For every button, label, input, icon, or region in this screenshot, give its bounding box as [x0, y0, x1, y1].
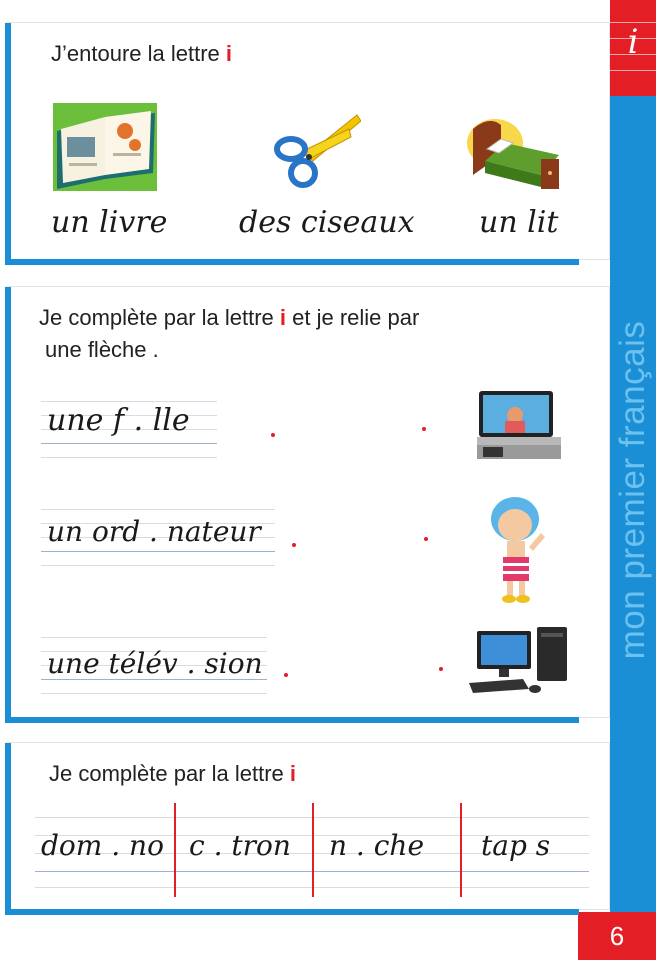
instruction-2-line2: une flèche .: [45, 337, 159, 362]
book-icon: [49, 101, 161, 193]
link-dot[interactable]: [271, 433, 275, 437]
girl-icon: [487, 497, 547, 605]
word-tapis: tap s: [481, 829, 551, 862]
computer-icon: [467, 627, 573, 697]
word-niche: n . che: [329, 829, 425, 862]
exercise-circle-letter: [6, 22, 610, 260]
instruction-3: Je complète par la lettre i: [49, 761, 297, 786]
link-dot[interactable]: [292, 543, 296, 547]
exercise-complete-and-link: [6, 286, 610, 718]
link-dot[interactable]: [439, 667, 443, 671]
link-dot[interactable]: [284, 673, 288, 677]
word-citron: c . tron: [189, 829, 291, 862]
bed-icon: [465, 115, 563, 191]
instruction-2: Je complète par la lettre i et je relie par: [39, 305, 420, 330]
link-dot[interactable]: [422, 427, 426, 431]
page-number: 6: [578, 912, 656, 960]
word-domino: dom . no: [41, 829, 164, 862]
link-dot[interactable]: [424, 537, 428, 541]
word-ciseaux: des ciseaux: [239, 205, 415, 240]
television-icon: [471, 391, 565, 463]
book-title: mon premier français: [613, 320, 652, 660]
instruction-1: J’entoure la lettre i: [51, 41, 232, 66]
word-lit: un lit: [479, 205, 559, 240]
word-fille: une f . lle: [47, 403, 190, 438]
word-livre: un livre: [51, 205, 168, 240]
word-television: une télév . sion: [47, 647, 263, 680]
scissors-icon: [273, 111, 361, 191]
word-ordinateur: un ord . nateur: [47, 515, 261, 548]
side-letter: i: [627, 22, 639, 62]
exercise-complete-letter: [6, 742, 610, 910]
